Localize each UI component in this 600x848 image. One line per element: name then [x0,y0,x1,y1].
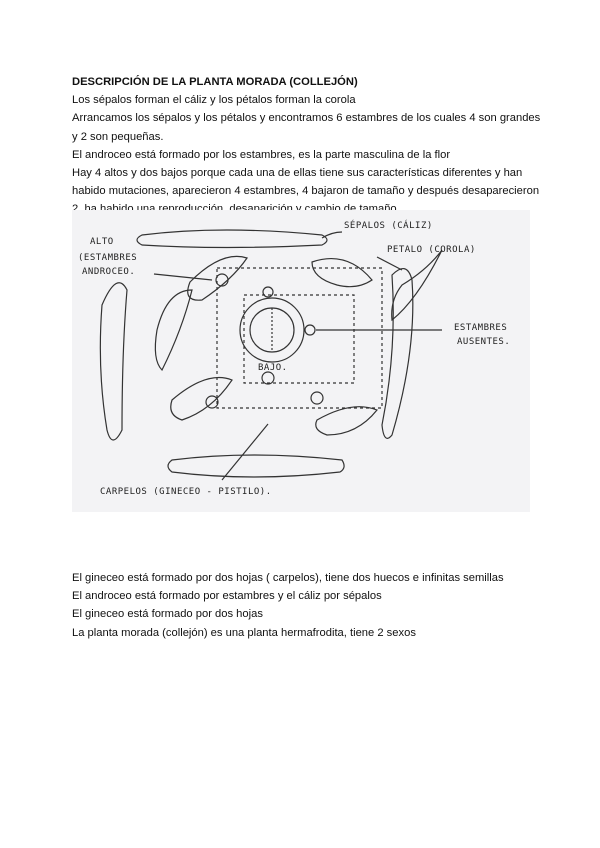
leader-line [154,274,212,280]
label-petalo: PETALO (COROLA) [387,245,476,255]
petal-shape [316,407,377,435]
bottom-text-block [72,569,542,642]
label-estambres: (ESTAMBRES [78,253,138,263]
label-bajo: BAJO. [258,363,288,373]
petal-shape [392,250,442,320]
label-androceo: ANDROCEO. [82,267,136,277]
paragraph: El gineceo está formado por dos hojas [72,608,263,621]
label-sepalos: SÉPALOS (CÁLIZ) [344,221,433,231]
leader-line [222,424,268,480]
paragraph: Los sépalos forman el cáliz y los pétalos forman la corola [72,94,356,107]
sepal-shape [100,283,127,440]
stamen-circle [305,325,315,335]
top-text-block [72,73,542,219]
flower-diagram-drawing [72,210,530,512]
paragraph: Arrancamos los sépalos y los pétalos y encontramos 6 estambres de los cuales 4 son grandes y 2 son pequeñas. [72,112,541,143]
paragraph: El gineceo está formado por dos hojas ( carpelos), tiene dos huecos e infinitas semillas [72,572,504,584]
label-estambres-ausentes: ESTAMBRES [454,323,508,333]
paragraph: La planta morada (collejón) es una planta hermafrodita, tiene 2 sexos [72,626,416,639]
flower-diagram-sketch [72,210,530,512]
label-ausentes: AUSENTES. [457,337,511,347]
paragraph: Hay 4 altos y dos bajos porque cada una de ellas tiene sus características diferentes y han habido mutaciones, aparecieron 4 estambres, 4 bajaron de tamaño y después desaparecieron [72,167,540,198]
sepal-shape [137,230,327,248]
document-title: DESCRIPCIÓN DE LA PLANTA MORADA (COLLEJÓN) [72,76,358,88]
stamen-circle [311,392,323,404]
label-carpelos: CARPELOS (GINECEO - PISTILO). [100,487,272,497]
petal-shape [171,378,232,421]
sepal-shape [168,455,344,477]
stamen-circle [262,372,274,384]
paragraph: El androceo está formado por estambres y el cáliz por sépalos [72,590,382,603]
petal-shape [155,290,192,370]
paragraph: El androceo está formado por los estambres, es la parte masculina de la flor [72,148,451,161]
stamen-circle [216,274,228,286]
dashed-outline [217,268,382,408]
petal-shape [312,259,372,287]
label-alto: ALTO [90,237,114,247]
sepal-shape [382,269,413,439]
